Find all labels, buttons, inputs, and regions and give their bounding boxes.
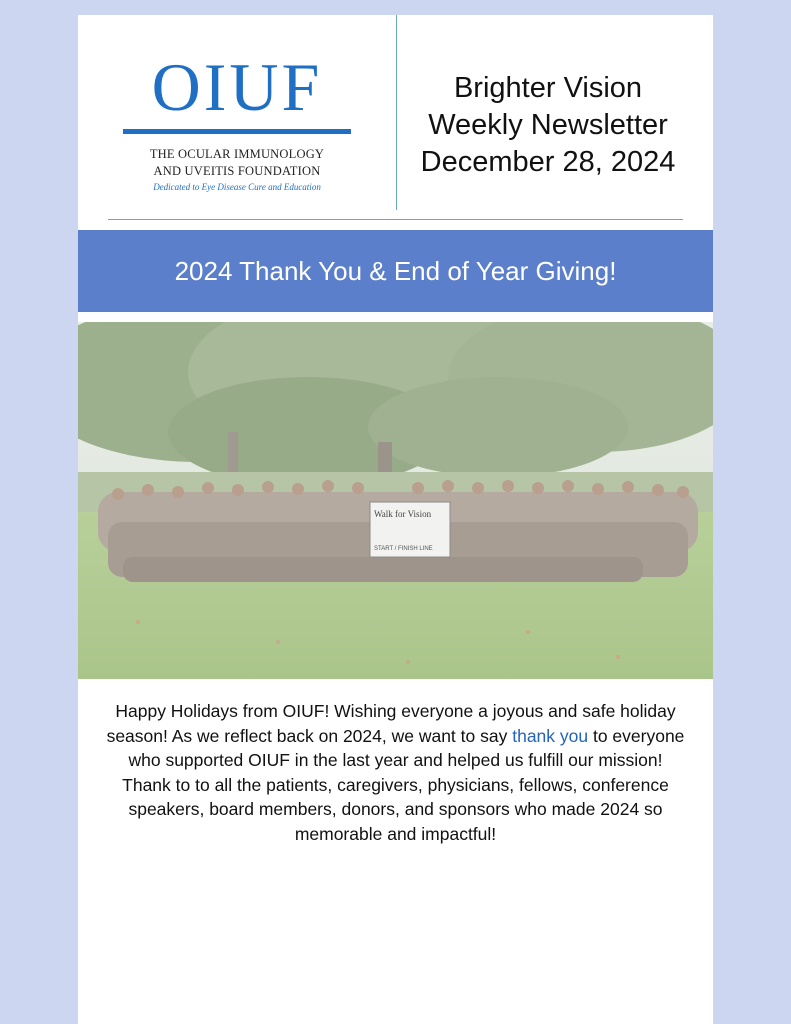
logo-wordmark: OIUF bbox=[151, 49, 323, 125]
logo-tagline: Dedicated to Eye Disease Cure and Education bbox=[153, 182, 321, 192]
newsletter-title-line1: Brighter Vision bbox=[453, 72, 643, 104]
header-vertical-divider bbox=[396, 15, 397, 210]
logo-rule bbox=[123, 129, 351, 134]
logo-name-line1: THE OCULAR IMMUNOLOGY bbox=[149, 147, 325, 161]
section-banner-title: 2024 Thank You & End of Year Giving! bbox=[174, 255, 617, 286]
thank-you-link[interactable]: thank you bbox=[512, 725, 589, 746]
logo-name-line2: AND UVEITIS FOUNDATION bbox=[153, 164, 321, 178]
newsletter-date: December 28, 2024 bbox=[420, 146, 676, 178]
body-paragraph bbox=[103, 699, 688, 846]
newsletter-header bbox=[78, 15, 713, 220]
group-photo-illustration bbox=[78, 322, 713, 679]
newsletter-title-line2: Weekly Newsletter bbox=[428, 109, 668, 141]
walk-banner-line2: START / FINISH LINE bbox=[374, 546, 433, 552]
group-photo bbox=[78, 322, 713, 679]
header-horizontal-divider bbox=[108, 219, 683, 220]
oiuf-logo[interactable] bbox=[123, 49, 351, 192]
walk-banner-line1: Walk for Vision bbox=[374, 509, 432, 519]
body-text-part2: to everyone who supported OIUF in the last year and helped us fulfill our mission! Thank to to all the patients, caregivers, physicians, fellows, conference speakers, board members, donors, and sponsors who made 2024 so memorable and impactful! bbox=[122, 725, 685, 844]
body-text-part1: Happy Holidays from OIUF! Wishing everyone a joyous and safe holiday season! As we reflect back on 2024, we want to say bbox=[106, 701, 676, 746]
newsletter-title bbox=[398, 70, 698, 181]
newsletter-page bbox=[78, 15, 713, 1024]
section-banner bbox=[78, 230, 713, 312]
